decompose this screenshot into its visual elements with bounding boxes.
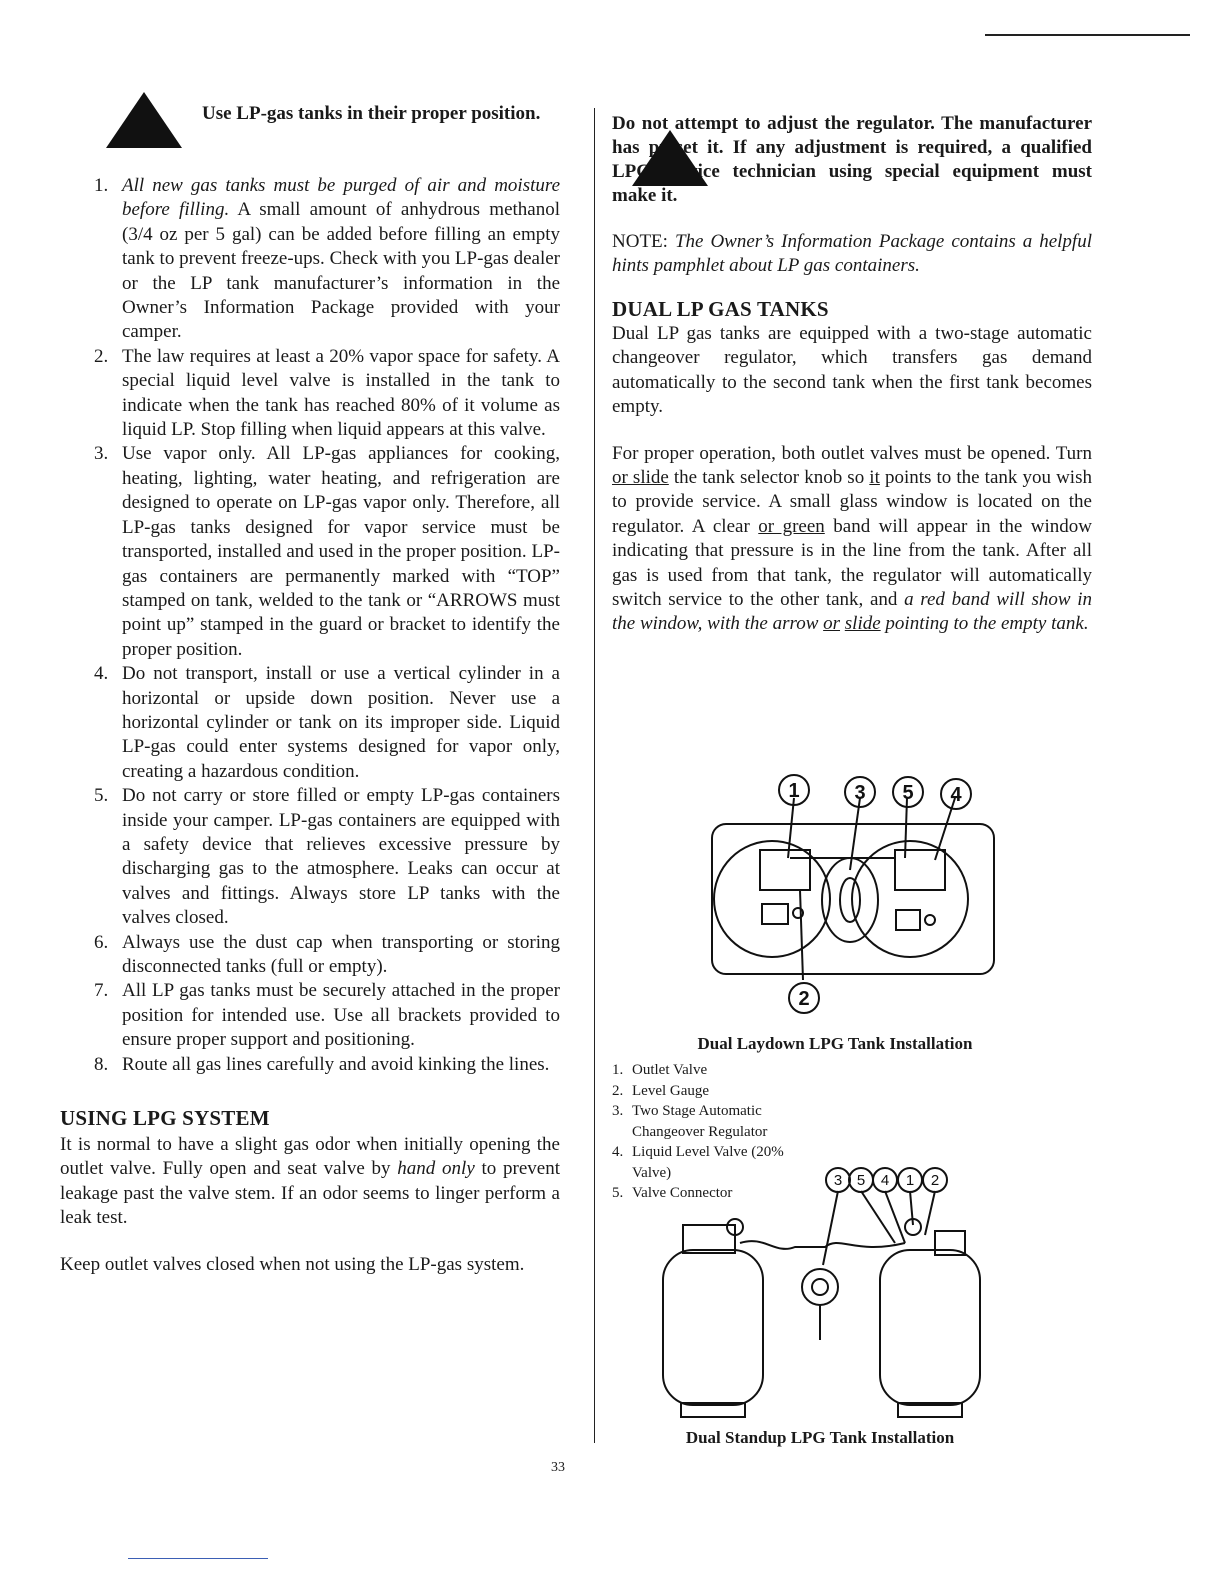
gas-line [740, 1241, 905, 1249]
list-item: 2. The law requires at least a 20% vapor space for safety. A special liquid level valve is installed in the tank to indicate when the tank has reached 80% of it volume as liquid LP. Stop filling when liquid appears at this valve. [94, 345, 560, 441]
fig2-caption: Dual Standup LPG Tank Installation [685, 1428, 955, 1447]
callout-label: 4 [880, 1172, 890, 1189]
list-item: 5. Do not carry or store filled or empty LP-gas containers inside your camper. LP-gas containers are equipped with a safety device that relieves excessive pressure by discharging gas to the atmosphere. Leaks can occur at valves and fittings. Always store LP tanks with the valves closed. [94, 785, 560, 929]
regulator [840, 878, 860, 922]
list-item: 6. Always use the dust cap when transporting or storing disconnected tanks (full or empty). [94, 931, 560, 977]
left-tank-label [760, 850, 810, 890]
regulator [802, 1269, 838, 1305]
right-column [612, 112, 1092, 637]
list-item: 4. Do not transport, install or use a vertical cylinder in a horizontal or upside down position. Never use a horizontal cylinder or tank on its improper side. Liquid LP-gas could enter systems designed for vapor only, creating a hazardous condition. [94, 663, 560, 782]
warning-regulator [612, 112, 1092, 208]
list-item: 2. Level Gauge [612, 1082, 710, 1099]
note: NOTE: The Owner’s Information Package contains a helpful hints pamphlet about LP gas containers. [612, 231, 1092, 276]
standup-tank-diagram [655, 1165, 995, 1425]
left-column [60, 98, 560, 1277]
paragraph: Keep outlet valves closed when not using the LP-gas system. [60, 1253, 525, 1275]
right-cylinder [880, 1250, 980, 1405]
list-item: 8. Route all gas lines carefully and avoid kinking the lines. [94, 1053, 550, 1075]
bottom-rule [128, 1558, 268, 1559]
warning-text: Do not attempt to adjust the regulator. The manufacturer has preset it. If any adjustment is required, a qualified LPG service technician using special equipment must make it. [612, 113, 1092, 206]
callout-label: 3 [854, 782, 866, 804]
paragraph: It is normal to have a slight gas odor when initially opening the outlet valve. Fully open and seat valve by hand only to prevent leakage past the valve stem. If an odor seems to linger perform a leak test. [60, 1134, 561, 1229]
page-number: 33 [551, 1460, 565, 1475]
callout-label: 2 [798, 988, 810, 1010]
list-item: 1. All new gas tanks must be purged of air and moisture before filling. A small amount of anhydrous methanol (3/4 oz per 5 gal) can be added before filling an empty tank to prevent freeze-ups. Check with you LP-gas dealer or the LP tank manufacturer’s information in the Owner’s Information Package provided with your camper. [94, 175, 560, 343]
list-item: 7. All LP gas tanks must be securely attached in the proper position for intended use. Use all brackets provided to ensure proper support and positioning. [94, 980, 560, 1051]
section-title-using-lpg: USING LPG SYSTEM [60, 1106, 270, 1131]
safety-list [60, 174, 560, 1077]
warning-triangle-icon [106, 92, 182, 148]
top-rule [985, 34, 1190, 36]
right-gauge [896, 910, 920, 930]
column-divider [594, 108, 595, 1443]
right-tank-label [895, 850, 945, 890]
paragraph: Dual LP gas tanks are equipped with a two-stage automatic changeover regulator, which transfers gas demand automatically to the second tank when the first tank becomes empty. [612, 323, 1092, 418]
section-title-dual-lp: DUAL LP GAS TANKS [612, 297, 829, 321]
callout-label: 1 [788, 780, 800, 802]
left-gauge [762, 904, 788, 924]
callout-label: 5 [902, 782, 914, 804]
paragraph: For proper operation, both outlet valves must be opened. Turn or slide the tank selector knob so it points to the tank you wish to provide service. A small glass window is located on the regulator. A clear or green band will appear in the window indicating that pressure is in the line from the tank. After all gas is used from that tank, the regulator will automatically switch service to the other tank, and a red band will show in the window, with the arrow or slide pointing to the empty tank. [612, 442, 1092, 635]
list-item: 3. Two Stage Automatic Changeover Regulator [612, 1103, 768, 1140]
list-item: 3. Use vapor only. All LP-gas appliances for cooking, heating, lighting, water heating, and refrigeration are designed to operate on LP-gas vapor only. Therefore, all LP-gas tanks designed for vapor service must be transported, installed and used in the proper position. LP-gas containers are permanently marked with “TOP” stamped on tank, welded to the tank or “ARROWS must point up” stamped in the guard or bracket to identify the proper position. [94, 443, 560, 660]
callout-label: 2 [930, 1172, 940, 1189]
callout-label: 3 [833, 1172, 843, 1189]
list-item: 1. Outlet Valve [612, 1062, 708, 1078]
warning-triangle-icon [632, 130, 708, 186]
callout-label: 1 [905, 1172, 915, 1189]
callout-label: 4 [950, 784, 962, 806]
left-cylinder [663, 1250, 763, 1405]
laydown-tank-diagram [700, 770, 1000, 1020]
callout-label: 5 [856, 1172, 866, 1189]
list-item: 4. Liquid Level Valve (20% Valve) [612, 1144, 784, 1181]
warning-proper-position [60, 98, 560, 162]
list-item: 5. Valve Connector [612, 1185, 733, 1201]
warning-text: Use LP-gas tanks in their proper position. [202, 103, 541, 124]
fig1-caption: Dual Laydown LPG Tank Installation [697, 1034, 973, 1053]
